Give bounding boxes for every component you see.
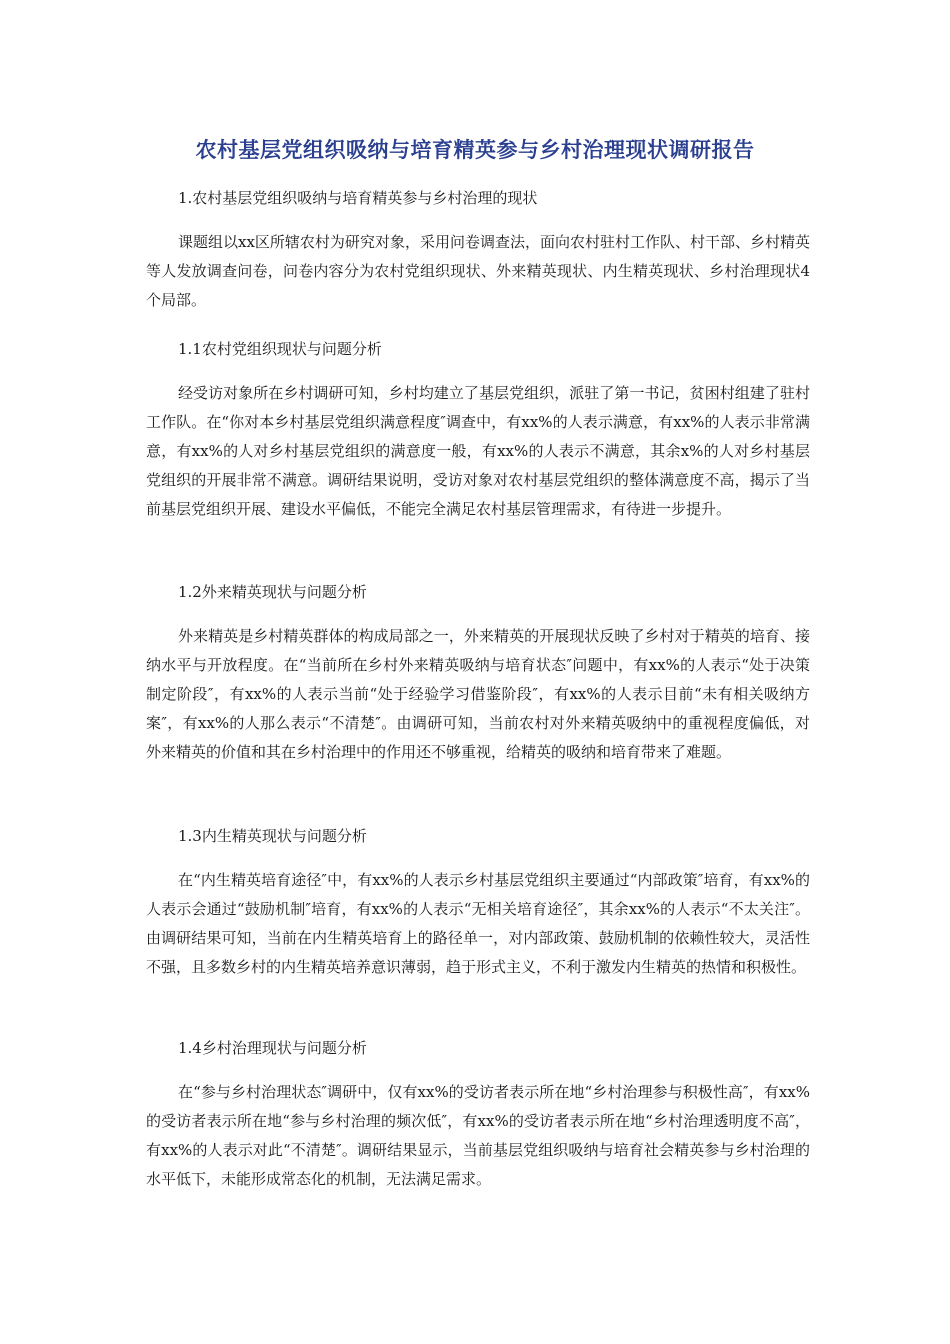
section-heading-1-2: 1.2外来精英现状与问题分析 [178, 583, 367, 601]
section-heading-1: 1.农村基层党组织吸纳与培育精英参与乡村治理的现状 [178, 189, 538, 207]
paragraph-rural-governance: 在“参与乡村治理状态″调研中，仅有xx%的受访者表示所在地“乡村治理参与积极性高″，有xx%的受访者表示所在地“参与乡村治理的频次低″，有xx%的受访者表示所在地“乡村治理透明度不高″，有xx%的人表示对此“不清楚″。调研结果显示，当前基层党组织吸纳与培育社会精英参与乡村治理的水平低下，未能形成常态化的机制，无法满足需求。 [146, 1083, 810, 1188]
section-heading-1-4: 1.4乡村治理现状与问题分析 [178, 1039, 367, 1057]
paragraph-internal-elites: 在“内生精英培育途径″中，有xx%的人表示乡村基层党组织主要通过“内部政策″培育，有xx%的人表示会通过“鼓励机制″培育，有xx%的人表示“无相关培育途径″，其余xx%的人表示“不太关注″。由调研结果可知，当前在内生精英培育上的路径单一，对内部政策、鼓励机制的依赖性较大，灵活性不强，且多数乡村的内生精英培养意识薄弱，趋于形式主义，不利于激发内生精英的热情和积极性。 [146, 871, 810, 976]
paragraph-external-elites: 外来精英是乡村精英群体的构成局部之一，外来精英的开展现状反映了乡村对于精英的培育、接纳水平与开放程度。在“当前所在乡村外来精英吸纳与培育状态″问题中，有xx%的人表示“处于决策制定阶段″，有xx%的人表示当前“处于经验学习借鉴阶段″，有xx%的人表示目前“未有相关吸纳方案″，有xx%的人那么表示“不清楚″。由调研可知，当前农村对外来精英吸纳中的重视程度偏低，对外来精英的价值和其在乡村治理中的作用还不够重视，给精英的吸纳和培育带来了难题。 [146, 627, 811, 761]
paragraph-intro: 课题组以xx区所辖农村为研究对象，采用问卷调查法，面向农村驻村工作队、村干部、乡村精英等人发放调查问卷，问卷内容分为农村党组织现状、外来精英现状、内生精英现状、乡村治理现状4个局部。 [146, 233, 810, 309]
section-heading-1-1: 1.1农村党组织现状与问题分析 [178, 340, 382, 358]
section-heading-1-3: 1.3内生精英现状与问题分析 [178, 827, 367, 845]
document-title: 农村基层党组织吸纳与培育精英参与乡村治理现状调研报告 [195, 138, 755, 162]
paragraph-party-organization: 经受访对象所在乡村调研可知，乡村均建立了基层党组织，派驻了第一书记，贫困村组建了驻村工作队。在“你对本乡村基层党组织满意程度″调查中，有xx%的人表示满意，有xx%的人表示非常满意，有xx%的人对乡村基层党组织的满意度一般，有xx%的人表示不满意，其余x%的人对乡村基层党组织的开展非常不满意。调研结果说明，受访对象对农村基层党组织的整体满意度不高，揭示了当前基层党组织开展、建设水平偏低，不能完全满足农村基层管理需求，有待进一步提升。 [146, 384, 810, 518]
